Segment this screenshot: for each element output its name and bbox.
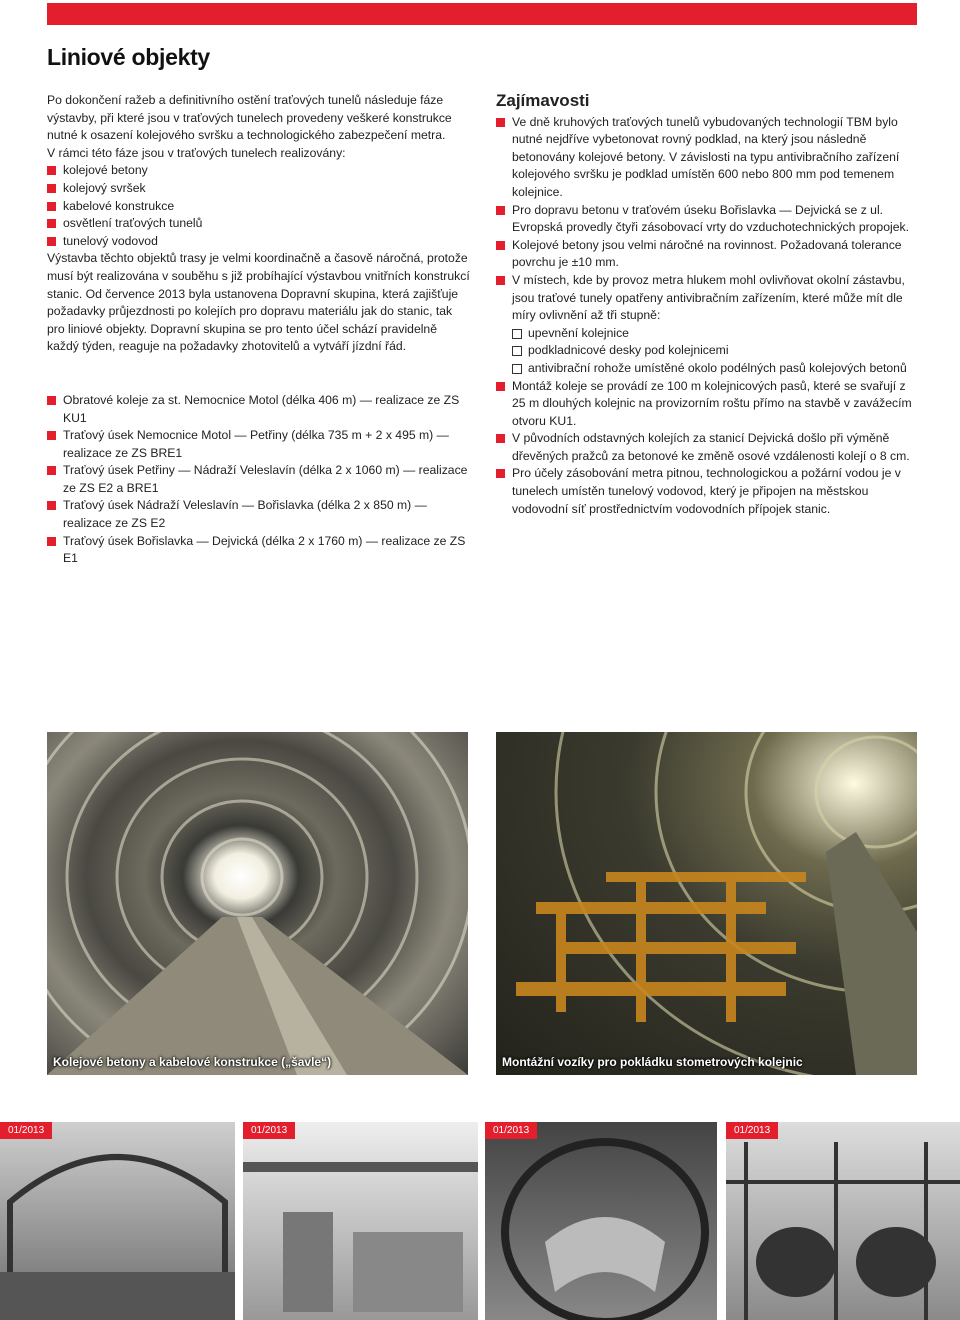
photo-caption-left: Kolejové betony a kabelové konstrukce („šavle“) bbox=[53, 1055, 332, 1069]
section-heading: Zajímavosti bbox=[496, 91, 590, 110]
list-item: Traťový úsek Nádraží Veleslavín — Bořislavka (délka 2 x 850 m) — realizace ze ZS E2 bbox=[47, 497, 472, 532]
list-item: V původních odstavných kolejích za stanicí Dejvická došlo při výměně dřevěných pražců za betonové ke změně osové vzdálenosti kolejí o 8 cm. bbox=[496, 430, 921, 465]
list-item: tunelový vodovod bbox=[47, 233, 472, 251]
bullet-square-icon bbox=[496, 276, 505, 285]
list-item: Montáž koleje se provádí ze 100 m kolejnicových pasů, které se svařují z 25 m dlouhých kolejnic na provizorním roštu přímo na stavbě v zavážecím otvoru KU1. bbox=[496, 378, 921, 431]
thumbnail-graphic bbox=[243, 1122, 478, 1320]
phase-lead: V rámci této fáze jsou v traťových tunelech realizovány: bbox=[47, 145, 346, 160]
thumbnail-photo bbox=[0, 1122, 235, 1320]
bullet-square-icon bbox=[496, 469, 505, 478]
list-item: Obratové koleje za st. Nemocnice Motol (délka 406 m) — realizace ze ZS KU1 bbox=[47, 392, 472, 427]
list-item: Traťový úsek Bořislavka — Dejvická (délka 2 x 1760 m) — realizace ze ZS E1 bbox=[47, 533, 472, 568]
list-item: osvětlení traťových tunelů bbox=[47, 215, 472, 233]
list-item: Ve dně kruhových traťových tunelů vybudovaných technologií TBM bylo nutné nejdříve vybetonovat rovný podklad, na který jsou následně betonovány kolejové betony. V závislosti na typu antivibračního zařízení kolejového svršku je podklad umístěn 600 nebo 800 mm pod temenem kolejnice. bbox=[496, 114, 921, 202]
thumbnail-photo bbox=[485, 1122, 717, 1320]
list-item: kabelové konstrukce bbox=[47, 198, 472, 216]
header-red-bar bbox=[47, 3, 917, 25]
bullet-square-icon bbox=[47, 237, 56, 246]
bullet-square-icon bbox=[47, 184, 56, 193]
checkbox-outline-icon bbox=[512, 329, 522, 339]
right-column bbox=[496, 92, 921, 518]
bullet-square-icon bbox=[496, 382, 505, 391]
issue-tag: 01/2013 bbox=[726, 1122, 778, 1139]
bullet-square-icon bbox=[47, 396, 56, 405]
intro-paragraph: Po dokončení ražeb a definitivního ostění traťových tunelů následuje fáze výstavby, při které jsou v traťových tunelech provedeny veškeré konstrukce nutné k osazení kolejového svršku a technologického zabezpečení metra. bbox=[47, 93, 452, 143]
tunnel-photo-assembly-carts bbox=[496, 732, 917, 1075]
thumbnail-photo bbox=[243, 1122, 478, 1320]
photo-caption-right: Montážní vozíky pro pokládku stometrových kolejnic bbox=[502, 1055, 803, 1069]
thumbnail-photo bbox=[726, 1122, 960, 1320]
sub-list-item: antivibrační rohože umístěné okolo podélných pasů kolejových betonů bbox=[496, 360, 921, 378]
bullet-square-icon bbox=[47, 219, 56, 228]
issue-tag: 01/2013 bbox=[0, 1122, 52, 1139]
sections-list bbox=[47, 392, 472, 568]
bullet-square-icon bbox=[47, 166, 56, 175]
thumbnail-graphic bbox=[0, 1122, 235, 1320]
checkbox-outline-icon bbox=[512, 346, 522, 356]
body-paragraph: Výstavba těchto objektů trasy je velmi koordinačně a časově náročná, protože musí být realizována v souběhu s již probíhající výstavbou vnitřních konstrukcí stanic. Od července 2013 byla ustanovena Dopravní skupina, která zajišťuje požadavky průjezdnosti po kolejích pro dopravu materiálu jak do stanic, tak pro liniové objekty. Dopravní skupina se pro tento účel schází pravidelně každý týden, reaguje na požadavky zhotovitelů a vytváří jízdní řád. bbox=[47, 251, 470, 354]
carts-graphic bbox=[496, 732, 917, 1075]
issue-tag: 01/2013 bbox=[485, 1122, 537, 1139]
list-item: Pro účely zásobování metra pitnou, technologickou a požární vodou je v tunelech umístěn tunelový vodovod, který je připojen na městskou vodovodní síť prostřednictvím vodovodních přípojek stanic. bbox=[496, 465, 921, 518]
bullet-square-icon bbox=[47, 537, 56, 546]
tunnel-rings-graphic bbox=[47, 732, 468, 1075]
checkbox-outline-icon bbox=[512, 364, 522, 374]
bullet-square-icon bbox=[47, 431, 56, 440]
list-item: kolejový svršek bbox=[47, 180, 472, 198]
phase-list bbox=[47, 162, 472, 250]
bullet-square-icon bbox=[47, 501, 56, 510]
sub-list-item: podkladnicové desky pod kolejnicemi bbox=[496, 342, 921, 360]
bullet-square-icon bbox=[496, 118, 505, 127]
bullet-square-icon bbox=[47, 202, 56, 211]
bullet-square-icon bbox=[47, 466, 56, 475]
tunnel-photo-rail-concrete bbox=[47, 732, 468, 1075]
bullet-square-icon bbox=[496, 434, 505, 443]
issue-tag: 01/2013 bbox=[243, 1122, 295, 1139]
thumbnail-graphic bbox=[726, 1122, 960, 1320]
bullet-square-icon bbox=[496, 206, 505, 215]
list-item: Kolejové betony jsou velmi náročné na rovinnost. Požadovaná tolerance povrchu je ±10 mm. bbox=[496, 237, 921, 272]
list-item: Pro dopravu betonu v traťovém úseku Bořislavka — Dejvická se z ul. Evropská provedly čtyři zásobovací vrty do vzduchotechnických propojek. bbox=[496, 202, 921, 237]
list-item: Traťový úsek Petřiny — Nádraží Veleslavín (délka 2 x 1060 m) — realizace ze ZS E2 a BRE1 bbox=[47, 462, 472, 497]
list-item: kolejové betony bbox=[47, 162, 472, 180]
thumbnail-graphic bbox=[485, 1122, 717, 1320]
list-item: V místech, kde by provoz metra hlukem mohl ovlivňovat okolní zástavbu, jsou traťové tunely opatřeny antivibračním zařízením, které může mít dle míry ovlivnění až tři stupně: bbox=[496, 272, 921, 325]
sub-list-item: upevnění kolejnice bbox=[496, 325, 921, 343]
list-item: Traťový úsek Nemocnice Motol — Petřiny (délka 735 m + 2 x 495 m) — realizace ze ZS BRE1 bbox=[47, 427, 472, 462]
left-column bbox=[47, 92, 472, 568]
bullet-square-icon bbox=[496, 241, 505, 250]
page-title: Liniové objekty bbox=[47, 44, 210, 70]
